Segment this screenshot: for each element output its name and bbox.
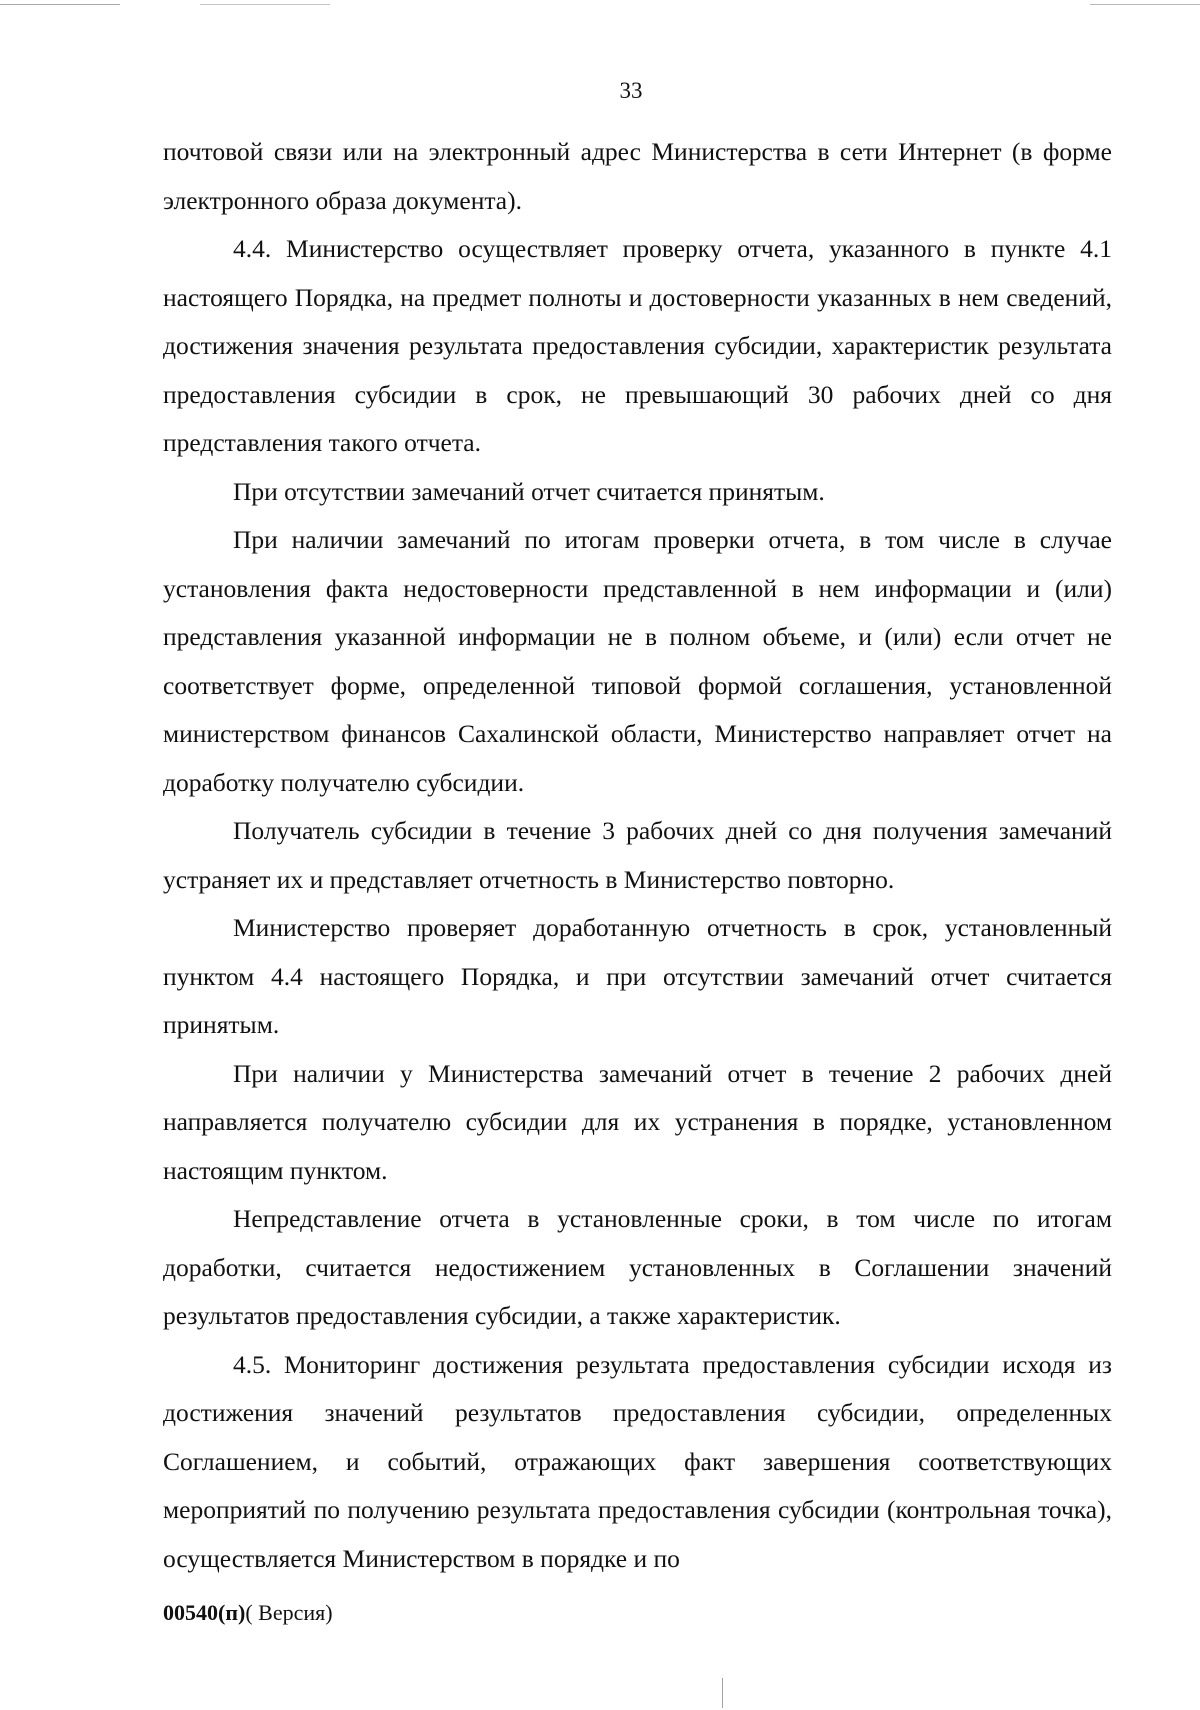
paragraph-4-4: 4.4. Министерство осуществляет проверку отчета, указанного в пункте 4.1 настоящего Порядка, на предмет полноты и достоверности указанных в нем сведений, достижения значения результата предоставления субсидии, характеристик результата предоставления субсидии в срок, не превышающий 30 рабочих дней со дня представления такого отчета. xyxy=(163,234,1112,457)
paragraph-non-submission: Непредставление отчета в установленные сроки, в том числе по итогам доработки, считается недостижением установленных в Соглашении значений результатов предоставления субсидии, а также характеристик. xyxy=(163,1204,1112,1330)
document-version: ( Версия) xyxy=(245,1600,333,1625)
paragraph-4-5: 4.5. Мониторинг достижения результата предоставления субсидии исходя из достижения значений результатов предоставления субсидии, определенных Соглашением, и событий, отражающих факт завершения соответствующих мероприятий по получению результата предоставления субсидии (контрольная точка), осуществляется Министерством в порядке и по xyxy=(163,1349,1112,1573)
document-code: 00540(п) xyxy=(163,1600,246,1625)
paragraph-continuation: почтовой связи или на электронный адрес Министерства в сети Интернет (в форме электронного образа документа). xyxy=(163,137,1112,215)
paragraph-recheck: Министерство проверяет доработанную отчетность в срок, установленный пунктом 4.4 настоящего Порядка, и при отсутствии замечаний отчет считается принятым. xyxy=(163,913,1112,1039)
document-body xyxy=(163,128,1112,1583)
scan-edge-mark xyxy=(722,1678,723,1708)
paragraph-recipient-fix: Получатель субсидии в течение 3 рабочих дней со дня получения замечаний устраняет их и представляет отчетность в Министерство повторно. xyxy=(163,816,1112,894)
scan-edge-line xyxy=(0,4,1200,5)
paragraph-ministry-remarks: При наличии у Министерства замечаний отчет в течение 2 рабочих дней направляется получателю субсидии для их устранения в порядке, установленном настоящим пунктом. xyxy=(163,1058,1112,1185)
page-number: 33 xyxy=(619,78,643,103)
document-footer xyxy=(163,1600,333,1626)
paragraph-no-remarks: При отсутствии замечаний отчет считается принятым. xyxy=(233,476,825,506)
paragraph-remarks: При наличии замечаний по итогам проверки отчета, в том числе в случае установления факта недостоверности представленной в нем информации и (или) представления указанной информации не в полном объеме, и (или) если отчет не соответствует форме, определенной типовой формой соглашения, установленной министерством финансов Сахалинской области, Министерство направляет отчет на доработку получателю субсидии. xyxy=(163,525,1112,797)
